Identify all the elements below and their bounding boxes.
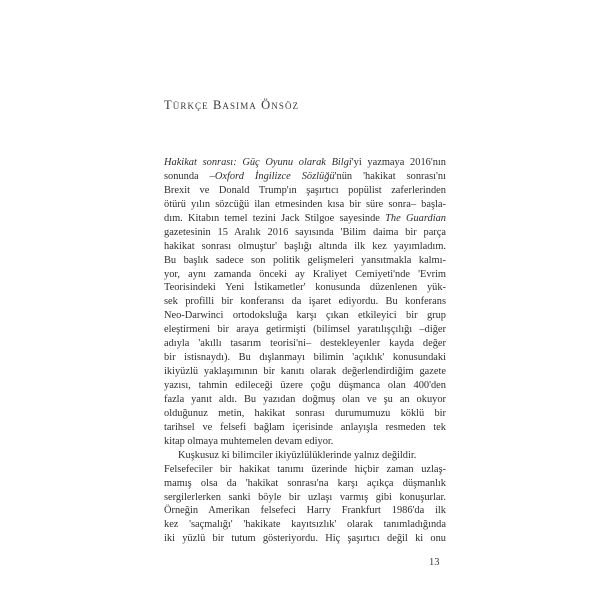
text-span: 'yi yazmaya 2016'nın xyxy=(351,157,446,168)
text-span: kitap olmaya muhtemelen devam ediyor. xyxy=(164,435,334,447)
text-span: Örneğin Amerikan felsefeci Harry Frankfurt 1986'da ilk xyxy=(164,505,446,517)
text-span: bir istisnaydı). Bu dışlanmayı bilimin 'açıklık' konusundaki xyxy=(164,352,446,364)
text-line xyxy=(164,532,446,546)
text-line xyxy=(164,212,446,226)
text-span: sergilerlerken sanki böyle bir uzlaşı varmış gibi konuşurlar. xyxy=(164,491,446,503)
text-line xyxy=(164,268,446,282)
text-line xyxy=(164,351,446,365)
text-line xyxy=(164,449,446,463)
text-line xyxy=(164,254,446,268)
text-span: gazetesinin 15 Aralık 2016 sayısında 'Bilim daima bir parça xyxy=(164,226,446,238)
text-line xyxy=(164,281,446,295)
text-line xyxy=(164,170,446,184)
text-line xyxy=(164,309,446,323)
text-span: yazısı, tahmin edileceği üzere çoğu düşmanca olan 400'den xyxy=(164,380,446,391)
text-span: Felsefeciler bir hakikat tanımı üzerinde hiçbir zaman uzlaş- xyxy=(164,463,446,475)
text-line xyxy=(164,337,446,351)
body-text xyxy=(164,156,446,546)
text-span: sonunda – xyxy=(164,170,215,182)
text-span: ötürü yılın sözcüğü ilan etmesinden kısa bir süre sonra– başla- xyxy=(164,198,446,210)
text-line xyxy=(164,379,446,393)
text-line xyxy=(164,198,446,212)
text-span: tarihsel ve felsefi bağlam içerisinde anlayışla resmeden tek xyxy=(164,421,446,433)
page-number: 13 xyxy=(429,557,440,568)
text-line xyxy=(164,184,446,198)
text-span: mamış olsa da 'hakikat sonrası'na karşı açıkça düşmanlık xyxy=(164,477,446,489)
text-span: hakikat sonrası olmuştur' başlığı altında ilk kez yayımladım. xyxy=(164,240,446,252)
text-span: kez 'saçmalığı' 'hakikate kayıtsızlık' olarak tanımladığında xyxy=(164,519,446,531)
text-span: olduğunuz metin, hakikat sonrası durumumuzu köklü bir xyxy=(164,407,446,419)
text-line xyxy=(164,504,446,518)
text-span: Brexit ve Donald Trump'ın şaşırtıcı popülist zaferlerinden xyxy=(164,184,446,196)
text-line xyxy=(164,491,446,505)
text-line xyxy=(164,323,446,337)
italic-title-span: Hakikat sonrası: Güç Oyunu olarak Bilgi xyxy=(164,157,352,168)
italic-title-span: The Guardian xyxy=(385,212,446,224)
text-span: sek profilli bir konferansı da işaret ediyordu. Bu konferans xyxy=(164,296,446,308)
text-line xyxy=(164,365,446,379)
text-line xyxy=(164,240,446,254)
text-line xyxy=(164,477,446,491)
text-line xyxy=(164,518,446,532)
text-line xyxy=(164,435,446,449)
text-span: eleştirmeni bir araya getirmişti (bilimsel yaratılışçılığı –diğer xyxy=(164,324,446,336)
text-span: Teorisindeki Yeni İstikametler' konusunda düzenlenen yük- xyxy=(164,282,446,294)
section-heading: Türkçe Basıma Önsöz xyxy=(164,98,300,112)
text-line xyxy=(164,463,446,477)
text-line xyxy=(164,295,446,309)
text-span: Kuşkusuz ki bilimciler ikiyüzlülüklerinde yalnız değildir. xyxy=(178,449,417,461)
text-span: adıyla 'akıllı tasarım teorisi'ni– destekleyenler kayda değer xyxy=(164,338,446,350)
text-line xyxy=(164,226,446,240)
text-span: 'nün 'hakikat sonrası'nı xyxy=(334,170,447,182)
text-line xyxy=(164,156,446,170)
text-span: iki yüzlü bir tutum gösteriyordu. Hiç şaşırtıcı değil ki onu xyxy=(164,533,446,545)
text-line xyxy=(164,407,446,421)
text-line xyxy=(164,393,446,407)
text-span: dım. Kitabın temel tezini Jack Stilgoe sayesinde xyxy=(164,212,386,224)
text-span: Neo-Darwinci ortodoksluğa karşı çıkan etkileyici bir grup xyxy=(164,310,446,322)
text-span: ikiyüzlü yaklaşımının bir kanıtı olarak değerlendirdiğim gazete xyxy=(164,366,446,378)
italic-title-span: Oxford İngilizce Sözlüğü xyxy=(214,170,335,182)
text-line xyxy=(164,421,446,435)
text-span: yor, aynı zamanda önceki ay Kraliyet Cemiyeti'nde 'Evrim xyxy=(164,268,446,280)
text-span: fazla yanıt aldı. Bu yazıdan doğmuş olan ve şu an okuyor xyxy=(164,393,446,405)
text-span: Bu başlık sadece son politik gelişmeleri yansıtmakla kalmı- xyxy=(164,254,446,266)
